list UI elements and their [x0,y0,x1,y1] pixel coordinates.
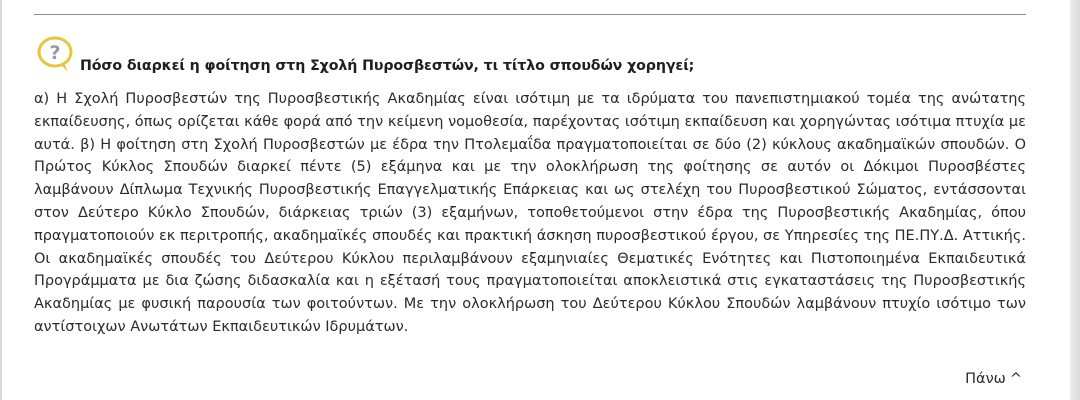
back-to-top-link[interactable] [965,371,1022,387]
faq-question: Πόσο διαρκεί η φοίτηση στη Σχολή Πυροσβεστών, τι τίτλο σπουδών χορηγεί; [80,58,695,74]
faq-item [34,34,1026,339]
faq-answer: α) Η Σχολή Πυροσβεστών της Πυροσβεστικής Ακαδημίας είναι ισότιμη με τα ιδρύματα του πανεπιστημιακού τομέα της ανώτατης εκπαίδευσης, όπως ορίζεται κάθε φορά από την κείμενη νομοθεσία, παρέχοντας ισότιμη εκπαίδευση και χορηγώντας ισότιμα πτυχία με αυτά. β) Η φοίτηση στη Σχολή Πυροσβεστών με έδρα την Πτολεμαΐδα πραγματοποιείται σε δύο (2) κύκλους ακαδημαϊκών σπουδών. Ο Πρώτος Κύκλος Σπουδών διαρκεί πέντε (5) εξάμηνα και με την ολοκλήρωση της φοίτησης σε αυτόν οι Δόκιμοι Πυροσβέστες λαμβάνουν Δίπλωμα Τεχνικής Πυροσβεστικής Επαγγελματικής Επάρκειας και ως στελέχη του Πυροσβεστικού Σώματος, εντάσσονται στον Δεύτερο Κύκλο Σπουδών, διάρκειας τριών (3) εξαμήνων, τοποθετούμενοι στην έδρα της Πυροσβεστικής Ακαδημίας, όπου πραγματοποιούν εκ περιτροπής, ακαδημαϊκές σπουδές και πρακτική άσκηση πυροσβεστικού έργου, σε Υπηρεσίες της ΠΕ.ΠΥ.Δ. Αττικής. Οι ακαδημαϊκές σπουδές του Δεύτερου Κύκλου περιλαμβάνουν εξαμηνιαίες Θεματικές Ενότητες και Πιστοποιημένα Εκπαιδευτικά Προγράμματα με δια ζώσης διδασκαλία και η εξέτασή τους πραγματοποιείται αποκλειστικά στις εγκαταστάσεις της Πυροσβεστικής Ακαδημίας με φυσική παρουσία των φοιτούντων. Με την ολοκλήρωση του Δεύτερου Κύκλου Σπουδών λαμβάνουν πτυχίο ισότιμο των αντίστοιχων Ανωτάτων Εκπαιδευτικών Ιδρυμάτων. [34,91,1026,335]
question-bubble-icon [34,34,76,76]
svg-text:?: ? [49,42,61,64]
section-divider [34,14,1026,15]
faq-question-row [34,34,1026,82]
back-to-top-label: Πάνω [965,371,1006,387]
scrollbar-track[interactable] [1070,0,1080,400]
caret-up-icon: ^ [1009,371,1022,387]
left-border [0,0,2,400]
